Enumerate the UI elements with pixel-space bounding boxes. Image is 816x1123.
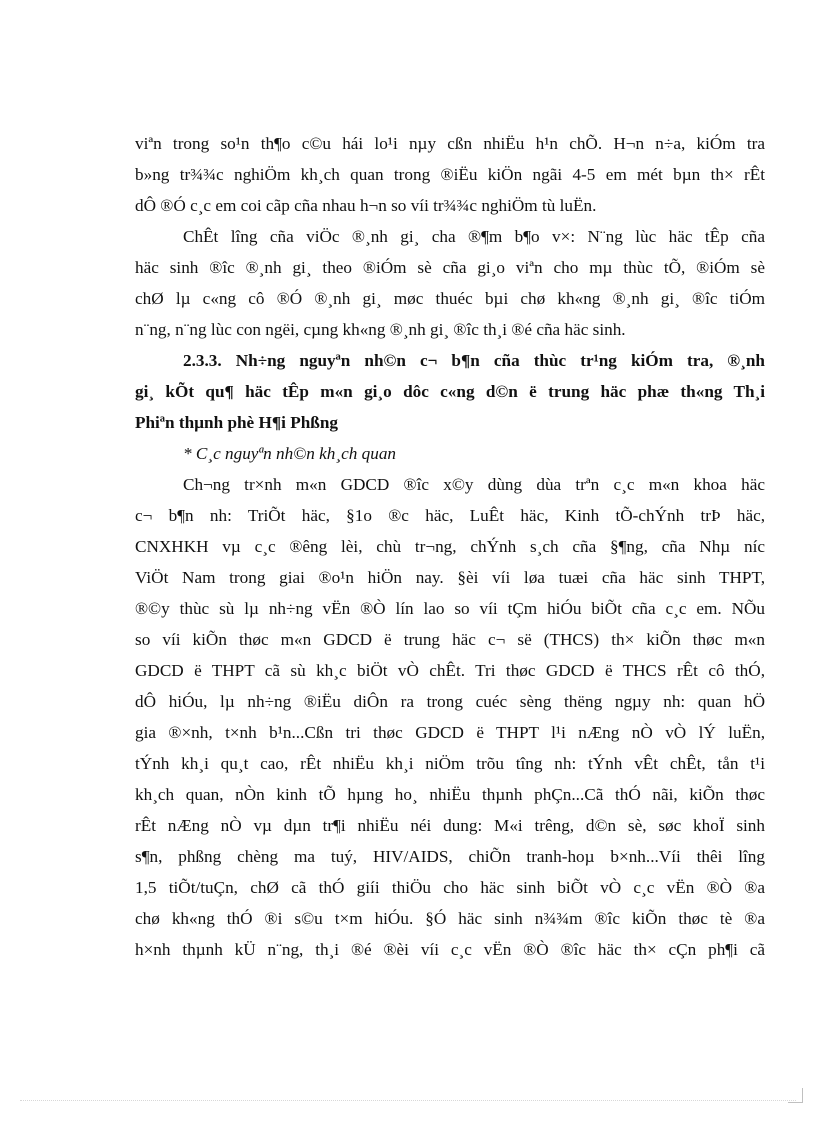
paragraph-line: viªn trong so¹n th¶o c©u hái lo¹i nµy cßn nhiËu h¹n chÕ. H¬n n÷a, kiÓm tra [135,134,765,153]
paragraph-line: chø kh«ng thÓ ®i s©u t×m hiÓu. §Ó häc sinh n¾¾m ®îc kiÕn thøc tè ®a [135,909,765,928]
paragraph-line: s¶n, phßng chèng ma tuý, HIV/AIDS, chiÕn tranh-hoµ b×nh...Víi thêi lîng [135,847,765,866]
paragraph-line: n¨ng, n¨ng lùc con ngëi, cµng kh«ng ®¸nh gi¸ ®îc th¸i ®é cña häc sinh. [135,320,626,339]
paragraph-line: b»ng tr¾¾c nghiÖm kh¸ch quan trong ®iËu kiÖn ngãi 4-5 em mét bµn th× rÊt [135,165,765,184]
paragraph-line: 1,5 tiÕt/tuÇn, chØ cã thÓ giíi thiÖu cho häc sinh biÕt vÒ c¸c vËn ®Ò ®a [135,878,765,897]
paragraph-line: CNXHKH vµ c¸c ®êng lèi, chù tr¬ng, chÝnh s¸ch cña §¶ng, cña Nhµ níc [135,537,765,556]
paragraph-line: so víi kiÕn thøc m«n GDCD ë trung häc c¬ së (THCS) th× kiÕn thøc m«n [135,630,765,649]
paragraph-line: c¬ b¶n nh: TriÕt häc, §1o ®c häc, LuÊt häc, Kinh tÕ-chÝnh trÞ häc, [135,506,765,525]
section-heading-line: 2.3.3. Nh÷ng nguyªn nh©n c¬ b¶n cña thùc tr¹ng kiÓm tra, ®¸nh [183,351,765,370]
page-corner-mark [788,1088,803,1103]
paragraph-line: tÝnh kh¸i qu¸t cao, rÊt nhiËu kh¸i niÖm trõu tîng nh: tÝnh vÊt chÊt, tån t¹i [135,754,765,773]
subheading-line: * C¸c nguyªn nh©n kh¸ch quan [183,444,397,463]
paragraph-line: Ch¬ng tr×nh m«n GDCD ®îc x©y dùng dùa trªn c¸c m«n khoa häc [183,475,765,494]
paragraph-line: GDCD ë THPT cã sù kh¸c biÖt vÒ chÊt. Tri thøc GDCD ë THCS rÊt cô thÓ, [135,661,765,680]
document-body [135,128,765,965]
paragraph-line: ®©y thùc sù lµ nh÷ng vËn ®Ò lín lao so víi tÇm hiÓu biÕt cña c¸c em. NÕu [135,599,765,618]
paragraph-line: gia ®×nh, t×nh b¹n...Cßn tri thøc GDCD ë THPT l¹i nÆng nÒ vÒ lÝ luËn, [135,723,765,742]
page-bottom-rule [20,1100,796,1101]
paragraph-line: dÔ ®Ó c¸c em coi cãp cña nhau h¬n so víi tr¾¾c nghiÖm tù luËn. [135,196,597,215]
section-heading-line: gi¸ kÕt qu¶ häc tÊp m«n gi¸o dôc c«ng d©n ë trung häc phæ th«ng Th¸i [135,382,765,401]
paragraph-line: ViÖt Nam trong giai ®o¹n hiÖn nay. §èi víi løa tuæi cña häc sinh THPT, [135,568,765,587]
paragraph-line: h×nh thµnh kÜ n¨ng, th¸i ®é ®èi víi c¸c vËn ®Ò ®îc häc th× cÇn ph¶i cã [135,940,765,959]
paragraph-line: kh¸ch quan, nÒn kinh tÕ hµng ho¸ nhiËu thµnh phÇn...Cã thÓ nãi, kiÕn thøc [135,785,765,804]
paragraph-line: chØ lµ c«ng cô ®Ó ®¸nh gi¸ møc thuéc bµi chø kh«ng ®¸nh gi¸ ®îc tiÓm [135,289,765,308]
section-heading-line: Phiªn thµnh phè H¶i Phßng [135,413,338,432]
paragraph-line: rÊt nÆng nÒ vµ dµn tr¶i nhiËu néi dung: M«i trêng, d©n sè, søc khoÏ sinh [135,816,765,835]
paragraph-line: häc sinh ®îc ®¸nh gi¸ theo ®iÓm sè cña gi¸o viªn cho mµ thùc tÕ, ®iÓm sè [135,258,765,277]
paragraph-line: ChÊt lîng cña viÖc ®¸nh gi¸ cha ®¶m b¶o v×: N¨ng lùc häc tÊp cña [183,227,765,246]
paragraph-line: dÔ hiÓu, lµ nh÷ng ®iËu diÔn ra trong cuéc sèng thëng ngµy nh: quan hÖ [135,692,765,711]
